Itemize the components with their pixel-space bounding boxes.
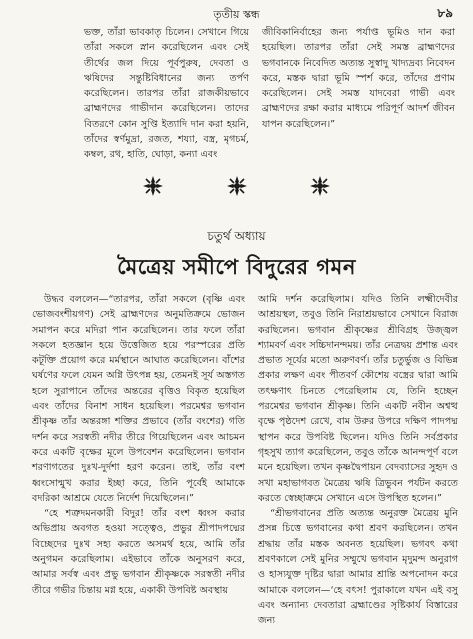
page-header <box>0 4 473 22</box>
paragraph: “হে শত্রুদমনকারী বিদুর! তাঁর বংশ ধ্বংস করার অভিপ্রায় অবগত হওয়া সত্ত্বেও, প্রভুর শ্রীপাদপদ্মের বিচ্ছেদের দুঃখ সহ্য করতে অসমর্থ হয়ে, আমি তাঁর অনুগমন করেছিলাম। এইভাবে তাঁকে অনুসরণ করে, আমার সর্বস্ব এবং প্রভু ভগবান শ্রীকৃষ্ণকে সরস্বতী নদীর তীরে গভীর চিন্তায় মগ্ন হয়ে, একাকী উপবিষ্ট অবস্থায় <box>32 508 245 596</box>
bottom-right-column <box>258 292 458 629</box>
paragraph: ভক্ত, তাঁরা ভাবকাতৃ চিলেন। সেখানে গিয়ে তাঁরা সকলে স্নান করেছিলেন এবং সেই তীর্থের জল দিয়ে পূর্বপুরুষ, দেবতা ও ঋষিদের সন্তুষ্টিবিধানের জন্য তর্পণ করেছিলেন। তারপর তাঁরা রাজকীয়ভাবে ব্রাহ্মণদের গাভীদান করেছিলেন। তাদের বিতরণে কোন সুপ্তি ইত্যাদি দান করা হয়নি, তাঁদের স্বর্ণমুদ্রা, রজত, শয্যা, বস্ত্র, মৃগচর্ম, কম্বল, রথ, হাতি, ঘোড়া, কন্যা এবং <box>84 27 249 161</box>
page-number: ৮৯ <box>437 6 453 20</box>
section-ornaments <box>0 175 473 201</box>
chapter-number: চতুর্থ অধ্যায় <box>207 229 266 243</box>
flower-ornament-icon <box>309 175 331 197</box>
paragraph: “শ্রীভগবানের প্রতি অত্যন্ত অনুরক্ত মৈত্রেয় মুনি প্রসন্ন চিত্তে ভগবানের কথা শ্রবণ করছিলেন। তখন শ্রদ্ধায় তাঁর মস্তক অবনত হয়েছিল। ভগবৎ কথা শ্রবণকালে সেই মুনির সম্মুখে ভগবান মৃদুমন্দ অনুরাগ ও হাস্যযুক্ত দৃষ্টির দ্বারা আমার শ্রান্তি অপনোদন করে আমাকে বললেন—‘হে বৎস! পুরাকালে যখন এই বসু এবং অন্যান্য দেবতারা ব্রহ্মাণ্ডের সৃষ্টিকার্য বিস্তারের জন্য <box>258 508 458 627</box>
top-left-column <box>84 25 249 163</box>
flower-ornament-icon <box>142 175 164 197</box>
top-right-column <box>262 25 455 132</box>
running-head: তৃতীয় স্কন্ধ <box>213 8 260 21</box>
paragraph: উদ্ধব বললেন—“তারপর, তাঁরা সকলে (বৃষ্ণি এবং ভোজবংশীয়গণ) সেই ব্রাহ্মণদের অনুমতিক্রমে ভোজন সমাপন করে মদিরা পান করেছিলেন। তার ফলে তাঁরা সকলে হতজ্ঞান হয়ে উত্তেজিত হয়ে পরস্পরের প্রতি কটূক্তি প্রয়োগ করে মর্মস্থানে আঘাত করেছিলেন। বাঁশের ঘর্ষণের ফলে যেমন অগ্নি উৎপন্ন হয়, তেমনই সূর্য অস্তগত হলে সুরাপানে তাঁদের অন্তরের বৃত্তিও বিকৃত হয়েছিল এবং তাঁদের বিনাশ সাধন হয়েছিল। পরমেশ্বর ভগবান শ্রীকৃষ্ণ তাঁর অন্তরঙ্গা শক্তির প্রভাবে (তাঁর বংশের) গতি দর্শন করে সরস্বতী নদীর তীরে গিয়েছিলেন এবং আচমন করে একটি বৃক্ষের মূলে উপবেশন করেছিলেন। ভগবান শরণাগতের দুঃখ-দুর্দশা হরণ করেন। তাই, তাঁর বংশ ধ্বংসোন্মুখ করার ইচ্ছা করে, তিনি পূর্বেই আমাকে বদরিকা আশ্রমে যেতে নির্দেশ দিয়েছিলেন।” <box>32 294 245 504</box>
paragraph: আমি দর্শন করেছিলাম। যদিও তিনি লক্ষ্মীদেবীর আশ্রয়স্থল, তবুও তিনি নিরাশ্রয়ভাবে সেখানে বিরাজ করছিলেন। ভগবান শ্রীকৃষ্ণের শ্রীবিগ্রহ উজ্জ্বল শ্যামবর্ণ এবং সচ্চিদানন্দময়। তাঁর নেত্রদ্বয় প্রশান্ত এবং প্রভাত সূর্যের মতো অরুণবর্ণ। তাঁর চতুর্ভুজ ও বিভিন্ন প্রকার লক্ষণ এবং পীতবর্ণ কৌশেয় বস্ত্রের দ্বারা আমি তৎক্ষণাৎ চিনতে পেরেছিলাম যে, তিনি হচ্ছেন পরমেশ্বর ভগবান শ্রীকৃষ্ণ। তিনি একটি নবীন অশ্বত্থ বৃক্ষে পৃষ্ঠদেশ রেখে, বাম উরুর উপরে দক্ষিণ পাদপদ্ম স্থাপন করে উপবিষ্ট ছিলেন। যদিও তিনি সর্বপ্রকার গৃহসুখ ত্যাগ করেছিলেন, তবুও তাঁকে আনন্দপূর্ণ বলে মনে হয়েছিল। তখন কৃষ্ণদ্বৈপায়ন বেদব্যাসের সুহৃদ ও সখা মহাভাগবত মৈত্রেয় ঋষি ত্রিভুবন পর্যটন করতে করতে স্বেচ্ছাক্রমে সেখানে এসে উপস্থিত হলেন।” <box>258 294 458 504</box>
bottom-left-column <box>32 292 245 598</box>
paragraph: জীবিকানির্বাহের জন্য পর্যাপ্ত ভূমিও দান করা হয়েছিল। তারপর তাঁরা সেই সমস্ত ব্রাহ্মণদের ভগবানকে নিবেদিত অত্যন্ত সুস্বাদু খাদ্যদ্রব্য নিবেদন করে, মস্তক দ্বারা ভূমি স্পর্শ করে, তাঁদের প্রণাম করেছিলেন। সেই সমস্ত যাদবেরা গাভী এবং ব্রাহ্মণদের রক্ষা করার মাধ্যমে পরিপূর্ণ আদর্শ জীবন যাপন করেছিলেন।” <box>262 27 455 130</box>
flower-ornament-icon <box>226 175 248 197</box>
chapter-title: মৈত্রেয় সমীপে বিদুরের গমন <box>117 254 356 279</box>
